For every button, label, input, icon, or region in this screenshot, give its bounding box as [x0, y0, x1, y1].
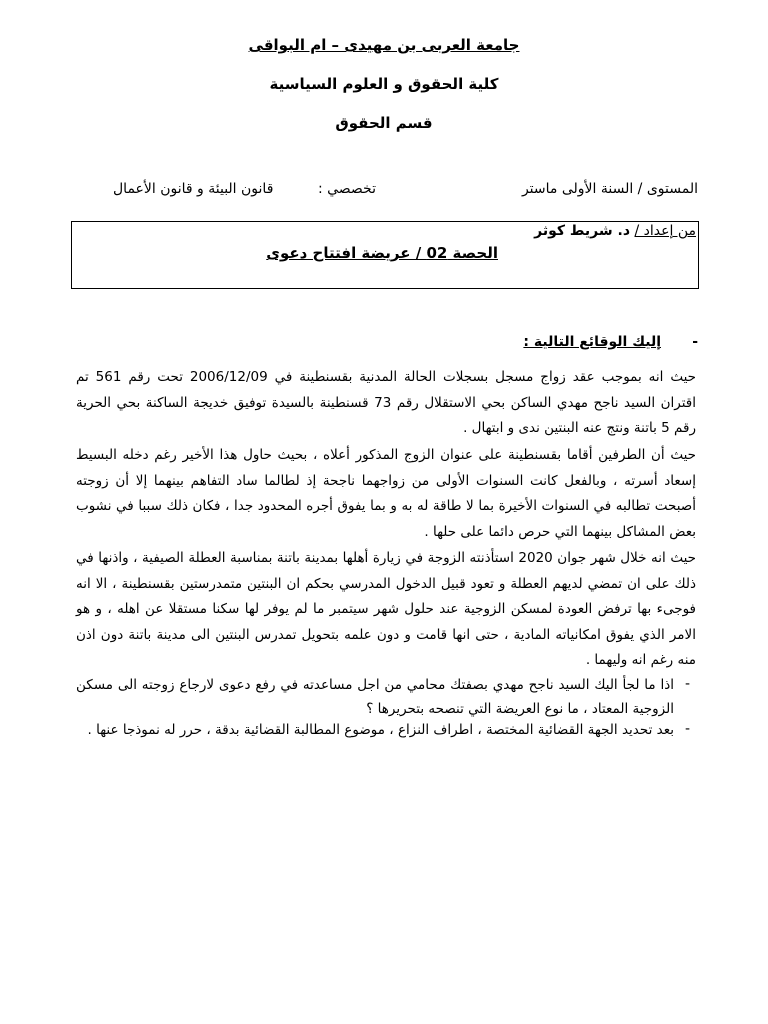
facts-heading: إليك الوقائع التالية : — [523, 334, 661, 350]
facts-paragraph-2: حيث أن الطرفين أقاما بقسنطينة على عنوان الزوج المذكور أعلاه ، بحيث حاول هذا الأخير رغم دخله البسيط إسعاد أسرته ، وبالفعل كانت السنوات الأولى من زواجهما ناجحة إذ لطالما ساد التفاهم بينهما إلا أن زوجته أصبحت تطالبه في السنوات الأخيرة بما لا طاقة له به و بما يفوق أجره المحدود جدا ، فكان ذلك سببا في نشوب بعض المشاكل بينهما التي حرص دائما على حلها . — [76, 447, 696, 540]
faculty-title: كلية الحقوق و العلوم السياسية — [269, 75, 499, 93]
facts-paragraph-3: حيث انه خلال شهر جوان 2020 استأذنته الزوجة في زيارة أهلها بمدينة باتنة بمناسبة العطلة الصيفية ، واذنها في ذلك على ان تمضي لديهم العطلة و تعود قبيل الدخول المدرسي بحكم ان البنتين متمدرستين بقسنطينة ، الا انه فوجىء بها ترفض العودة لمسكن الزوجية عند حلول شهر سيتمبر ما لم يوفر لها سكنا مستقلا عن اهله ، و هو الامر الذي يفوق امكانياته المادية ، حتى انها قامت و دون علمه بتحويل تمدرس البنتين الى مدينة باتنة دون اذن منه رغم انه وليهما . — [76, 550, 696, 668]
facts-bullet: - — [692, 334, 698, 350]
university-title: جامعة العربى بن مهيدى – ام البواقى — [248, 36, 520, 54]
question-1: اذا ما لجأ اليك السيد ناجح مهدي بصفتك محامي من اجل مساعدته في رفع دعوى لارجاع زوجته الى مسكن الزوجية المعتاد ، ما نوع العريضة التي تنصحه بتحريرها ؟ — [76, 677, 674, 717]
prepared-by-label: من إعداد / — [634, 223, 696, 239]
department-title: قسم الحقوق — [335, 114, 433, 132]
session-title: الحصة 02 / عريضة افتتاح دعوى — [266, 244, 498, 262]
question-2: بعد تحديد الجهة القضائية المختصة ، اطراف النزاع ، موضوع المطالبة القضائية بدقة ، حرر له نموذجا عنها . — [87, 722, 674, 738]
prepared-by — [534, 223, 696, 239]
question-1-bullet: - — [684, 676, 690, 692]
specialty-value: قانون البيئة و قانون الأعمال — [113, 181, 274, 197]
question-2-bullet: - — [684, 721, 690, 737]
facts-paragraph-1: حيث انه بموجب عقد زواج مسجل بسجلات الحالة المدنية بقسنطينة في 2006/12/09 تحت رقم 561 تم اقتران السيد ناجح مهدي الساكن بحي الاستقلال رقم 73 قسنطينة بالسيدة توفيق خديجة الساكنة بحي الحرية رقم 5 باتنة ونتج عنه البنتين ندى و ابتهال . — [76, 369, 696, 436]
prepared-by-name: د. شريط كوثر — [534, 223, 631, 239]
level-text: المستوى / السنة الأولى ماستر — [521, 181, 698, 197]
specialty-label: تخصصي : — [317, 181, 376, 197]
